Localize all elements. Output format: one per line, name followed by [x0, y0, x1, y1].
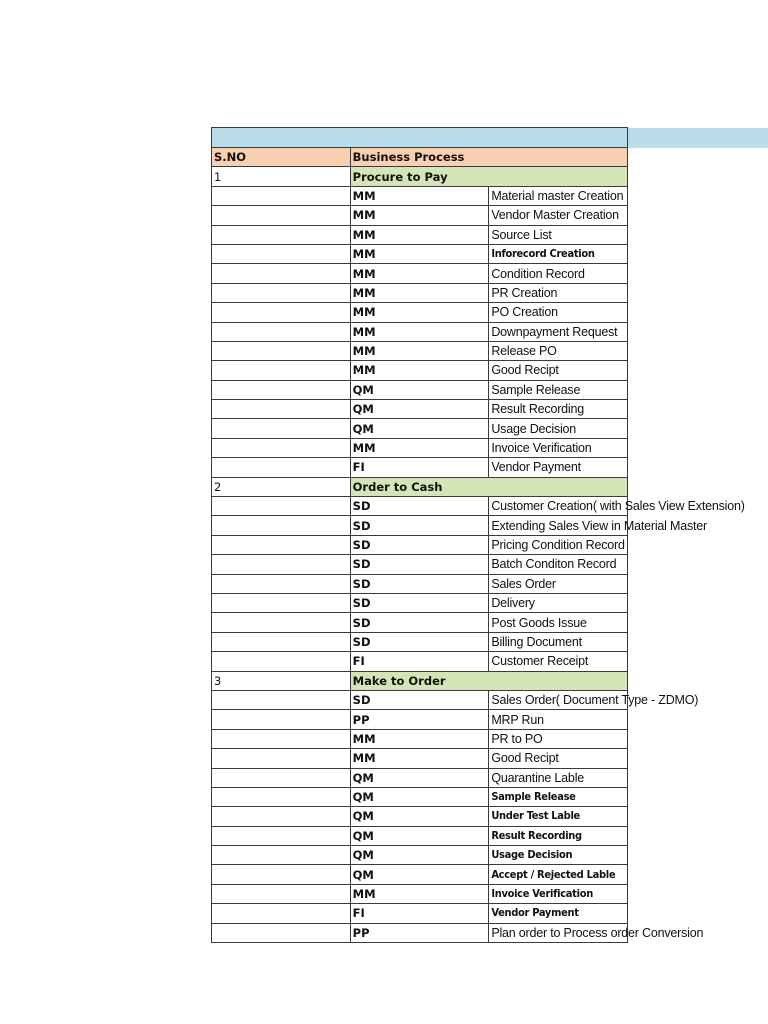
section-title-cell[interactable]: Order to Cash: [350, 477, 627, 496]
process-step-cell[interactable]: Accept / Rejected Lable: [489, 865, 628, 884]
sno-cell[interactable]: [212, 574, 351, 593]
process-step-cell[interactable]: Batch Conditon Record: [489, 555, 628, 574]
sno-cell[interactable]: [212, 341, 351, 360]
module-cell[interactable]: QM: [350, 846, 489, 865]
table-row: [212, 555, 628, 574]
module-cell[interactable]: SD: [350, 555, 489, 574]
process-step-cell[interactable]: Sales Order( Document Type - ZDMO): [489, 690, 628, 709]
header-row: [212, 148, 628, 167]
process-step-cell[interactable]: Vendor Payment: [489, 904, 628, 923]
header-band-extension: [627, 128, 768, 148]
process-step-cell[interactable]: Usage Decision: [489, 419, 628, 438]
sno-cell[interactable]: [212, 225, 351, 244]
table-row: [212, 244, 628, 263]
table-row: [212, 303, 628, 322]
process-step-cell[interactable]: Material master Creation: [489, 186, 628, 205]
sno-cell[interactable]: [212, 729, 351, 748]
module-cell[interactable]: QM: [350, 865, 489, 884]
sno-cell[interactable]: [212, 206, 351, 225]
process-step-cell[interactable]: PR Creation: [489, 283, 628, 302]
table-row: [212, 787, 628, 806]
process-step-cell[interactable]: Sample Release: [489, 380, 628, 399]
table-row: [212, 652, 628, 671]
table-row: [212, 690, 628, 709]
module-cell[interactable]: MM: [350, 341, 489, 360]
top-band-row: [212, 128, 628, 148]
sno-cell[interactable]: [212, 458, 351, 477]
module-cell[interactable]: SD: [350, 516, 489, 535]
process-step-cell[interactable]: PO Creation: [489, 303, 628, 322]
process-step-cell[interactable]: MRP Run: [489, 710, 628, 729]
module-cell[interactable]: MM: [350, 186, 489, 205]
sno-cell[interactable]: [212, 710, 351, 729]
process-step-cell[interactable]: Condition Record: [489, 264, 628, 283]
module-cell[interactable]: MM: [350, 884, 489, 903]
module-cell[interactable]: MM: [350, 438, 489, 457]
sno-cell[interactable]: [212, 497, 351, 516]
sno-cell[interactable]: [212, 690, 351, 709]
sno-cell[interactable]: [212, 632, 351, 651]
process-step-cell[interactable]: Good Recipt: [489, 749, 628, 768]
table-row: [212, 206, 628, 225]
table-row: [212, 904, 628, 923]
table-row: [212, 613, 628, 632]
table-row: [212, 458, 628, 477]
sno-cell[interactable]: [212, 264, 351, 283]
process-step-cell[interactable]: Vendor Payment: [489, 458, 628, 477]
table-row: [212, 419, 628, 438]
table-row: [212, 923, 628, 942]
table-row: [212, 380, 628, 399]
table-row: [212, 593, 628, 612]
module-cell[interactable]: QM: [350, 419, 489, 438]
module-cell[interactable]: MM: [350, 225, 489, 244]
table-row: [212, 768, 628, 787]
sno-cell[interactable]: [212, 186, 351, 205]
module-cell[interactable]: SD: [350, 574, 489, 593]
module-cell[interactable]: MM: [350, 244, 489, 263]
sno-cell[interactable]: [212, 283, 351, 302]
table-row: [212, 341, 628, 360]
section-row: [212, 671, 628, 690]
table-row: [212, 729, 628, 748]
table-row: [212, 749, 628, 768]
sno-cell[interactable]: [212, 652, 351, 671]
process-step-cell[interactable]: Extending Sales View in Material Master: [489, 516, 628, 535]
business-process-table: [211, 127, 745, 943]
module-cell[interactable]: SD: [350, 593, 489, 612]
module-cell[interactable]: MM: [350, 206, 489, 225]
table-row: [212, 807, 628, 826]
process-step-cell[interactable]: Pricing Condition Record: [489, 535, 628, 554]
table-row: [212, 186, 628, 205]
table-row: [212, 400, 628, 419]
table-row: [212, 535, 628, 554]
process-step-cell[interactable]: Result Recording: [489, 826, 628, 845]
section-number-cell[interactable]: 1: [212, 167, 351, 186]
process-step-cell[interactable]: Vendor Master Creation: [489, 206, 628, 225]
module-cell[interactable]: SD: [350, 632, 489, 651]
module-cell[interactable]: MM: [350, 322, 489, 341]
top-band-cell: [212, 128, 628, 148]
module-cell[interactable]: SD: [350, 535, 489, 554]
table-row: [212, 884, 628, 903]
table-row: [212, 322, 628, 341]
table-row: [212, 865, 628, 884]
process-step-cell[interactable]: Sample Release: [489, 787, 628, 806]
sno-cell[interactable]: [212, 613, 351, 632]
table-row: [212, 574, 628, 593]
sno-cell[interactable]: [212, 322, 351, 341]
process-step-cell[interactable]: Invoice Verification: [489, 884, 628, 903]
table-row: [212, 225, 628, 244]
module-cell[interactable]: FI: [350, 458, 489, 477]
sno-cell[interactable]: [212, 923, 351, 942]
table-row: [212, 826, 628, 845]
section-title-cell[interactable]: Make to Order: [350, 671, 627, 690]
module-cell[interactable]: QM: [350, 768, 489, 787]
table-row: [212, 497, 628, 516]
process-step-cell[interactable]: Delivery: [489, 593, 628, 612]
process-step-cell[interactable]: Usage Decision: [489, 846, 628, 865]
table-row: [212, 710, 628, 729]
sno-cell[interactable]: [212, 438, 351, 457]
module-cell[interactable]: PP: [350, 710, 489, 729]
process-step-cell[interactable]: Under Test Lable: [489, 807, 628, 826]
module-cell[interactable]: FI: [350, 904, 489, 923]
section-title-cell[interactable]: Procure to Pay: [350, 167, 627, 186]
module-cell[interactable]: MM: [350, 729, 489, 748]
table-row: [212, 632, 628, 651]
sno-cell[interactable]: [212, 361, 351, 380]
process-step-cell[interactable]: PR to PO: [489, 729, 628, 748]
sno-cell[interactable]: [212, 244, 351, 263]
sno-cell[interactable]: [212, 807, 351, 826]
section-number-cell[interactable]: 3: [212, 671, 351, 690]
sno-cell[interactable]: [212, 865, 351, 884]
module-cell[interactable]: SD: [350, 497, 489, 516]
module-cell[interactable]: QM: [350, 787, 489, 806]
process-step-cell[interactable]: Inforecord Creation: [489, 244, 628, 263]
process-step-cell[interactable]: Invoice Verification: [489, 438, 628, 457]
module-cell[interactable]: MM: [350, 264, 489, 283]
process-step-cell[interactable]: Sales Order: [489, 574, 628, 593]
header-sno[interactable]: S.NO: [212, 148, 351, 167]
sno-cell[interactable]: [212, 303, 351, 322]
module-cell[interactable]: MM: [350, 283, 489, 302]
sno-cell[interactable]: [212, 535, 351, 554]
module-cell[interactable]: MM: [350, 361, 489, 380]
sno-cell[interactable]: [212, 826, 351, 845]
process-step-cell[interactable]: Post Goods Issue: [489, 613, 628, 632]
section-row: [212, 167, 628, 186]
table-row: [212, 846, 628, 865]
table-row: [212, 264, 628, 283]
table-row: [212, 516, 628, 535]
module-cell[interactable]: SD: [350, 613, 489, 632]
header-business-process[interactable]: Business Process: [350, 148, 627, 167]
sno-cell[interactable]: [212, 516, 351, 535]
process-step-cell[interactable]: Billing Document: [489, 632, 628, 651]
module-cell[interactable]: MM: [350, 303, 489, 322]
process-step-cell[interactable]: Result Recording: [489, 400, 628, 419]
table-row: [212, 283, 628, 302]
sno-cell[interactable]: [212, 400, 351, 419]
section-row: [212, 477, 628, 496]
process-step-cell[interactable]: Quarantine Lable: [489, 768, 628, 787]
process-step-cell[interactable]: Good Recipt: [489, 361, 628, 380]
module-cell[interactable]: PP: [350, 923, 489, 942]
sno-cell[interactable]: [212, 787, 351, 806]
table-row: [212, 438, 628, 457]
sno-cell[interactable]: [212, 846, 351, 865]
process-step-cell[interactable]: Customer Receipt: [489, 652, 628, 671]
process-step-cell[interactable]: Downpayment Request: [489, 322, 628, 341]
module-cell[interactable]: MM: [350, 749, 489, 768]
process-step-cell[interactable]: Source List: [489, 225, 628, 244]
module-cell[interactable]: QM: [350, 807, 489, 826]
sno-cell[interactable]: [212, 884, 351, 903]
module-cell[interactable]: QM: [350, 826, 489, 845]
sno-cell[interactable]: [212, 419, 351, 438]
sno-cell[interactable]: [212, 555, 351, 574]
section-number-cell[interactable]: 2: [212, 477, 351, 496]
sno-cell[interactable]: [212, 904, 351, 923]
module-cell[interactable]: QM: [350, 380, 489, 399]
process-step-cell[interactable]: Customer Creation( with Sales View Extension): [489, 497, 628, 516]
sno-cell[interactable]: [212, 593, 351, 612]
sno-cell[interactable]: [212, 768, 351, 787]
sno-cell[interactable]: [212, 380, 351, 399]
module-cell[interactable]: SD: [350, 690, 489, 709]
table-row: [212, 361, 628, 380]
sno-cell[interactable]: [212, 749, 351, 768]
process-step-cell[interactable]: Release PO: [489, 341, 628, 360]
module-cell[interactable]: QM: [350, 400, 489, 419]
module-cell[interactable]: FI: [350, 652, 489, 671]
process-step-cell[interactable]: Plan order to Process order Conversion: [489, 923, 628, 942]
